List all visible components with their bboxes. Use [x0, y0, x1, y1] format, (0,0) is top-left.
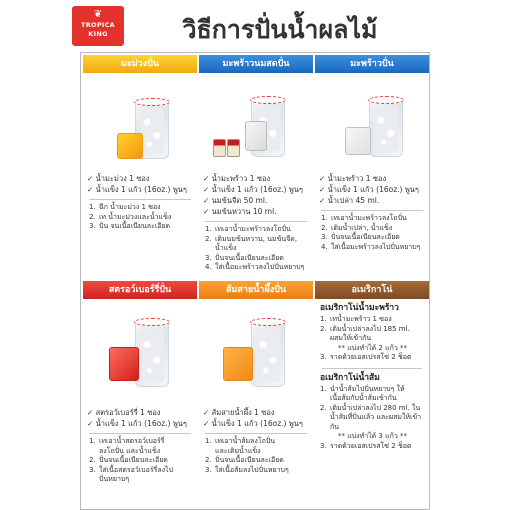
step-item: [320, 334, 424, 344]
divider: [321, 210, 423, 211]
step-number: 4.: [205, 263, 212, 271]
step-item: [89, 475, 193, 485]
recipe-title: อเมริกาโน่น้ำส้ม: [320, 372, 380, 383]
blended-drink-glass: [135, 321, 169, 387]
blended-drink-glass: [251, 321, 285, 387]
product-photo: [199, 73, 313, 171]
step-number: 2.: [320, 403, 327, 412]
ingredient-list: [199, 405, 313, 429]
step-text: เติมน้ำเปล่า, น้ำแข็ง: [331, 223, 393, 232]
step-item: [321, 214, 425, 224]
milk-can-icon: [227, 139, 240, 157]
strawberry-pouch: [109, 347, 139, 381]
product-photo: [83, 73, 197, 171]
step-text: เนื้อส้มกับน้ำส้มเข้ากัน: [330, 394, 397, 402]
step-number: [205, 244, 215, 254]
step-item: [205, 437, 309, 447]
step-number: 1.: [320, 384, 327, 393]
step-item: [321, 224, 425, 234]
step-number: 4.: [321, 242, 328, 251]
step-text: ฉีก น้ำมะม่วง 1 ซอง: [99, 203, 161, 211]
step-number: [320, 423, 330, 433]
step-list: [83, 437, 197, 485]
step-item: [89, 437, 193, 447]
ingredient-list: [315, 171, 429, 206]
step-text: ผสมให้เข้ากัน: [330, 334, 372, 342]
step-item: [205, 466, 309, 476]
step-number: [320, 413, 330, 423]
product-photo: [315, 73, 429, 171]
panel-mango: [83, 55, 197, 277]
ingredient-item: ✓ น้ำเปล่า 45 ml.: [319, 196, 380, 205]
step-text: ปั่นจนเนื้อเนียนละเอียด: [215, 456, 284, 464]
orange-pouch: [223, 347, 253, 381]
page-title: วิธีการปั่นน้ำผลไม้: [182, 15, 378, 44]
ingredient-list: [83, 171, 197, 195]
step-number: 2.: [89, 212, 96, 221]
step-item: [320, 404, 424, 414]
step-number: [205, 447, 215, 457]
step-item: [205, 456, 309, 466]
ingredient-item: ✓ น้ำแข็ง 1 แก้ว (16oz.) พูนๆ: [203, 185, 303, 194]
step-item: [320, 325, 424, 335]
step-number: 3.: [89, 222, 96, 230]
step-text: ปั่นจนเนื้อเนียนละเอียด: [331, 233, 400, 241]
step-text: เทเอาน้ำมะพร้าวลงโถปั่น: [215, 225, 291, 233]
divider: [205, 221, 307, 222]
step-text: ใส่เนื้อมะพร้าวลงไปปั่นหยาบๆ: [331, 242, 421, 251]
step-item: [89, 203, 193, 213]
step-list: [320, 385, 424, 433]
step-number: [320, 334, 330, 344]
ingredient-item: ✓ นมข้นจืด 50 ml.: [203, 196, 268, 205]
step-number: 1.: [89, 437, 96, 445]
divider: [205, 433, 307, 434]
ingredient-item: ✓ น้ำมะพร้าว 1 ซอง: [203, 174, 271, 183]
product-photo: [83, 299, 197, 405]
step-text: ราดด้วยเอสเปรสโซ่ 2 ช็อต: [330, 353, 412, 361]
step-number: 3.: [320, 441, 327, 450]
coconut-pouch: [345, 127, 371, 155]
step-list: [83, 203, 197, 232]
step-text: เทเอาน้ำส้มลงโถปั่น: [215, 437, 276, 445]
ingredient-item: ✓ ส้มสายน้ำผึ้ง 1 ซอง: [203, 408, 275, 417]
ingredient-item: ✓ น้ำแข็ง 1 แก้ว (16oz.) พูนๆ: [319, 185, 419, 194]
panel-header: มะพร้าวนมสดปั่น: [199, 55, 313, 73]
step-text: เทน้ำมะพร้าว 1 ซอง: [330, 315, 392, 323]
panel-coconut: [315, 55, 429, 277]
yield-note: ** แบ่งทำได้ 2 แก้ว **: [338, 343, 408, 352]
step-text: ปั่นจนเนื้อเนียนละเอียด: [99, 456, 168, 464]
step-item: [89, 466, 193, 476]
step-item: [320, 315, 424, 325]
ingredient-item: ✓ นมข้นหวาน 10 ml.: [203, 207, 277, 216]
step-number: 3.: [89, 465, 96, 474]
step-number: 3.: [320, 353, 327, 361]
mango-pouch: [117, 133, 143, 159]
step-number: 1.: [205, 225, 212, 233]
step-item: [321, 233, 425, 243]
step-number: 1.: [320, 315, 327, 323]
step-list: [320, 442, 424, 452]
step-text: ราดด้วยเอสเปรสโซ่ 2 ช็อต: [330, 441, 412, 450]
panel-header: อเมริกาโน่: [315, 281, 429, 299]
panel-header: สตรอว์เบอร์รี่ปั่น: [83, 281, 197, 299]
step-item: [205, 447, 309, 457]
step-item: [89, 456, 193, 466]
step-item: [205, 225, 309, 235]
panel-strawberry: [83, 281, 197, 507]
step-text: ปั่นจนเนื้อเนียนละเอียด: [215, 253, 284, 262]
ingredient-item: ✓ สตรอว์เบอร์รี่ 1 ซอง: [87, 408, 161, 417]
step-text: เติมน้ำเปล่าลงไป 280 ml. ใน: [330, 403, 421, 412]
step-item: [205, 244, 309, 254]
step-number: [320, 394, 330, 404]
step-list: [199, 437, 313, 475]
step-text: ใส่เนื้อมะพร้าวลงไปปั่นหยาบๆ: [215, 263, 305, 271]
step-number: 2.: [320, 324, 327, 333]
step-number: 1.: [89, 203, 96, 211]
step-item: [320, 385, 424, 395]
step-number: 3.: [321, 233, 328, 241]
step-item: [320, 353, 424, 363]
step-number: [89, 447, 99, 457]
step-list: [320, 315, 424, 344]
step-item: [89, 447, 193, 457]
panel-coconut-milk: [199, 55, 313, 277]
step-item: [320, 413, 424, 423]
ingredient-list: [83, 405, 197, 429]
panel-orange: [199, 281, 313, 507]
step-list: [320, 353, 424, 363]
brand-mark: ❦: [93, 9, 103, 20]
step-text: เติมน้ำเปล่าลงไป 185 ml.: [330, 324, 410, 333]
milk-can-icon: [213, 139, 226, 157]
step-number: 3.: [205, 465, 212, 474]
step-item: [321, 243, 425, 253]
step-text: กัน: [330, 422, 340, 431]
step-item: [320, 442, 424, 452]
americano-recipes: [315, 302, 429, 451]
step-text: เทเอาน้ำมะพร้าวลงโถปั่น: [331, 214, 407, 222]
step-number: 2.: [205, 456, 212, 464]
panel-header: ส้มสายน้ำผึ้งปั่น: [199, 281, 313, 299]
step-text: เทเอาน้ำสตรอว์เบอร์รี่: [99, 437, 165, 445]
ingredient-item: ✓ น้ำแข็ง 1 แก้ว (16oz.) พูนๆ: [203, 419, 303, 428]
divider: [322, 368, 422, 369]
step-item: [89, 222, 193, 232]
brand-name: TROPICA KING: [80, 21, 116, 38]
panel-americano: [315, 281, 429, 507]
step-text: น้ำแข็ง: [215, 244, 237, 252]
divider: [89, 199, 191, 200]
ingredient-item: ✓ น้ำมะพร้าว 1 ซอง: [319, 174, 387, 183]
step-list: [315, 214, 429, 252]
step-item: [320, 394, 424, 404]
step-item: [89, 213, 193, 223]
step-text: เติมนมข้นหวาน, นมข้นจืด,: [215, 234, 298, 243]
recipe-sheet: [80, 52, 430, 510]
coconut-pouch: [245, 121, 267, 151]
step-list: [199, 225, 313, 273]
ingredient-item: ✓ น้ำแข็ง 1 แก้ว (16oz.) พูนๆ: [87, 185, 187, 194]
step-number: 2.: [89, 456, 96, 464]
brand-logo: [72, 6, 124, 46]
step-number: 3.: [205, 253, 212, 262]
ingredient-item: ✓ น้ำมะม่วง 1 ซอง: [87, 174, 150, 183]
step-text: ใส่เนื้อส้มลงไปปั่นหยาบๆ: [215, 465, 289, 474]
panel-header: มะพร้าวปั่น: [315, 55, 429, 73]
divider: [89, 433, 191, 434]
ingredient-list: [199, 171, 313, 217]
step-text: ปั่นหยาบๆ: [99, 475, 130, 483]
step-number: 2.: [205, 234, 212, 243]
step-item: [320, 423, 424, 433]
blended-drink-glass: [369, 99, 403, 157]
yield-note: ** แบ่งทำได้ 3 แก้ว **: [338, 432, 408, 440]
step-number: 1.: [321, 214, 328, 222]
step-text: และเติมน้ำแข็ง: [215, 446, 261, 455]
ingredient-item: ✓ น้ำแข็ง 1 แก้ว (16oz.) พูนๆ: [87, 419, 187, 428]
recipe-title: อเมริกาโน่น้ำมะพร้าว: [320, 303, 399, 313]
step-item: [205, 263, 309, 273]
step-number: 1.: [205, 437, 212, 445]
step-number: 2.: [321, 223, 328, 232]
step-text: เท น้ำมะม่วงและน้ำแข็ง: [99, 212, 172, 221]
step-number: [89, 475, 99, 485]
step-item: [205, 254, 309, 264]
step-text: นำน้ำส้มไปปั่นหยาบๆ ให้: [330, 384, 405, 393]
step-text: น้ำส้มที่ปั่นแล้ว และผสมให้เข้า: [330, 413, 422, 421]
step-text: ใส่เนื้อสตรอว์เบอร์รี่ลงไป: [99, 465, 174, 474]
product-photo: [199, 299, 313, 405]
step-text: ปั่น จนเนื้อเนียนละเอียด: [99, 222, 171, 230]
panel-header: มะม่วงปั่น: [83, 55, 197, 73]
step-item: [205, 235, 309, 245]
step-text: ลงโถปั่น และน้ำแข็ง: [99, 446, 161, 455]
